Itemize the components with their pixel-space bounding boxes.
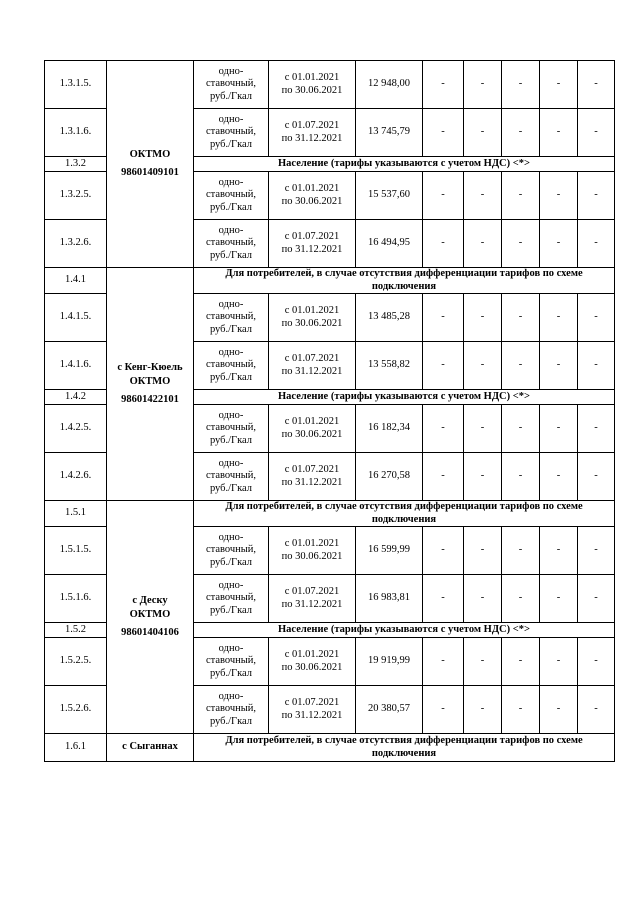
settlement-name: с Кенг-Кюель: [117, 361, 183, 373]
row-code: 1.4.1: [45, 268, 107, 294]
empty-value: -: [578, 220, 615, 268]
row-code: 1.4.1.6.: [45, 342, 107, 390]
tariff-table: [44, 60, 615, 762]
empty-value: -: [423, 453, 464, 501]
empty-value: -: [578, 172, 615, 220]
period: с 01.01.2021 по 30.06.2021: [269, 294, 356, 342]
row-code: 1.3.2: [45, 157, 107, 172]
empty-value: -: [502, 638, 540, 686]
empty-value: -: [540, 172, 578, 220]
section-header: Население (тарифы указываются с учетом НДС) <*>: [194, 390, 615, 405]
tariff-value: 16 494,95: [356, 220, 423, 268]
row-code: 1.4.2.6.: [45, 453, 107, 501]
empty-value: -: [502, 575, 540, 623]
oktmo-code: 98601422101: [121, 394, 179, 406]
empty-value: -: [540, 294, 578, 342]
tariff-document: [44, 60, 614, 762]
empty-value: -: [540, 342, 578, 390]
row-code: 1.5.1.5.: [45, 527, 107, 575]
table-row: [45, 61, 615, 109]
empty-value: -: [540, 109, 578, 157]
row-code: 1.3.2.6.: [45, 220, 107, 268]
empty-value: -: [464, 527, 502, 575]
empty-value: -: [502, 453, 540, 501]
rate-type: одно- ставочный, руб./Гкал: [194, 638, 269, 686]
empty-value: -: [464, 638, 502, 686]
tariff-value: 16 983,81: [356, 575, 423, 623]
empty-value: -: [464, 686, 502, 734]
empty-value: -: [540, 527, 578, 575]
oktmo-code: 98601404106: [121, 627, 179, 639]
section-header: Население (тарифы указываются с учетом НДС) <*>: [194, 623, 615, 638]
tariff-value: 20 380,57: [356, 686, 423, 734]
empty-value: -: [464, 109, 502, 157]
empty-value: -: [464, 342, 502, 390]
empty-value: -: [540, 575, 578, 623]
table-row: [45, 268, 615, 294]
period: с 01.01.2021 по 30.06.2021: [269, 172, 356, 220]
empty-value: -: [540, 61, 578, 109]
empty-value: -: [540, 686, 578, 734]
empty-value: -: [464, 575, 502, 623]
rate-type: одно- ставочный, руб./Гкал: [194, 172, 269, 220]
row-code: 1.3.2.5.: [45, 172, 107, 220]
row-code: 1.5.2: [45, 623, 107, 638]
empty-value: -: [502, 294, 540, 342]
empty-value: -: [502, 220, 540, 268]
section-header: Для потребителей, в случае отсутствия дифференциации тарифов по схеме подключения: [194, 734, 615, 762]
municipality-cell: [107, 734, 194, 762]
period: с 01.01.2021 по 30.06.2021: [269, 61, 356, 109]
rate-type: одно- ставочный, руб./Гкал: [194, 575, 269, 623]
empty-value: -: [423, 109, 464, 157]
empty-value: -: [423, 220, 464, 268]
empty-value: -: [464, 294, 502, 342]
table-row: [45, 501, 615, 527]
row-code: 1.3.1.5.: [45, 61, 107, 109]
rate-type: одно- ставочный, руб./Гкал: [194, 220, 269, 268]
empty-value: -: [423, 342, 464, 390]
municipality-cell: [107, 61, 194, 268]
empty-value: -: [578, 453, 615, 501]
row-code: 1.5.1.6.: [45, 575, 107, 623]
empty-value: -: [423, 638, 464, 686]
section-header: Население (тарифы указываются с учетом НДС) <*>: [194, 157, 615, 172]
period: с 01.01.2021 по 30.06.2021: [269, 405, 356, 453]
tariff-value: 16 270,58: [356, 453, 423, 501]
period: с 01.07.2021 по 31.12.2021: [269, 453, 356, 501]
section-header: Для потребителей, в случае отсутствия дифференциации тарифов по схеме подключения: [194, 268, 615, 294]
empty-value: -: [578, 575, 615, 623]
empty-value: -: [464, 405, 502, 453]
empty-value: -: [423, 405, 464, 453]
tariff-value: 15 537,60: [356, 172, 423, 220]
empty-value: -: [540, 405, 578, 453]
period: с 01.01.2021 по 30.06.2021: [269, 527, 356, 575]
tariff-value: 16 599,99: [356, 527, 423, 575]
row-code: 1.4.2: [45, 390, 107, 405]
period: с 01.07.2021 по 31.12.2021: [269, 575, 356, 623]
settlement-name: с Сыганнах: [122, 741, 178, 753]
empty-value: -: [540, 638, 578, 686]
empty-value: -: [464, 220, 502, 268]
municipality-cell: [107, 268, 194, 501]
row-code: 1.6.1: [45, 734, 107, 762]
rate-type: одно- ставочный, руб./Гкал: [194, 453, 269, 501]
section-header: Для потребителей, в случае отсутствия дифференциации тарифов по схеме подключения: [194, 501, 615, 527]
empty-value: -: [423, 575, 464, 623]
empty-value: -: [502, 172, 540, 220]
tariff-value: 13 485,28: [356, 294, 423, 342]
row-code: 1.5.2.6.: [45, 686, 107, 734]
rate-type: одно- ставочный, руб./Гкал: [194, 294, 269, 342]
empty-value: -: [464, 453, 502, 501]
rate-type: одно- ставочный, руб./Гкал: [194, 61, 269, 109]
empty-value: -: [423, 61, 464, 109]
empty-value: -: [578, 686, 615, 734]
empty-value: -: [502, 405, 540, 453]
rate-type: одно- ставочный, руб./Гкал: [194, 342, 269, 390]
oktmo-label: ОКТМО: [129, 608, 171, 620]
empty-value: -: [578, 61, 615, 109]
empty-value: -: [578, 294, 615, 342]
rate-type: одно- ставочный, руб./Гкал: [194, 405, 269, 453]
period: с 01.01.2021 по 30.06.2021: [269, 638, 356, 686]
settlement-name: с Деску: [132, 594, 168, 606]
oktmo-label: ОКТМО: [129, 375, 171, 387]
empty-value: -: [464, 61, 502, 109]
rate-type: одно- ставочный, руб./Гкал: [194, 527, 269, 575]
row-code: 1.3.1.6.: [45, 109, 107, 157]
row-code: 1.5.2.5.: [45, 638, 107, 686]
empty-value: -: [578, 638, 615, 686]
oktmo-code: 98601409101: [121, 167, 179, 178]
empty-value: -: [578, 109, 615, 157]
tariff-value: 13 558,82: [356, 342, 423, 390]
empty-value: -: [423, 172, 464, 220]
empty-value: -: [578, 527, 615, 575]
empty-value: -: [464, 172, 502, 220]
tariff-value: 13 745,79: [356, 109, 423, 157]
empty-value: -: [578, 405, 615, 453]
empty-value: -: [502, 527, 540, 575]
oktmo-label: ОКТМО: [129, 148, 171, 160]
table-row: [45, 734, 615, 762]
empty-value: -: [502, 342, 540, 390]
period: с 01.07.2021 по 31.12.2021: [269, 686, 356, 734]
empty-value: -: [423, 294, 464, 342]
empty-value: -: [423, 686, 464, 734]
rate-type: одно- ставочный, руб./Гкал: [194, 109, 269, 157]
empty-value: -: [540, 220, 578, 268]
empty-value: -: [540, 453, 578, 501]
empty-value: -: [502, 686, 540, 734]
tariff-value: 19 919,99: [356, 638, 423, 686]
row-code: 1.5.1: [45, 501, 107, 527]
rate-type: одно- ставочный, руб./Гкал: [194, 686, 269, 734]
empty-value: -: [423, 527, 464, 575]
row-code: 1.4.1.5.: [45, 294, 107, 342]
empty-value: -: [502, 109, 540, 157]
period: с 01.07.2021 по 31.12.2021: [269, 109, 356, 157]
period: с 01.07.2021 по 31.12.2021: [269, 342, 356, 390]
empty-value: -: [578, 342, 615, 390]
tariff-value: 16 182,34: [356, 405, 423, 453]
municipality-cell: [107, 501, 194, 734]
period: с 01.07.2021 по 31.12.2021: [269, 220, 356, 268]
tariff-value: 12 948,00: [356, 61, 423, 109]
row-code: 1.4.2.5.: [45, 405, 107, 453]
empty-value: -: [502, 61, 540, 109]
tariff-table-body: [45, 61, 615, 762]
